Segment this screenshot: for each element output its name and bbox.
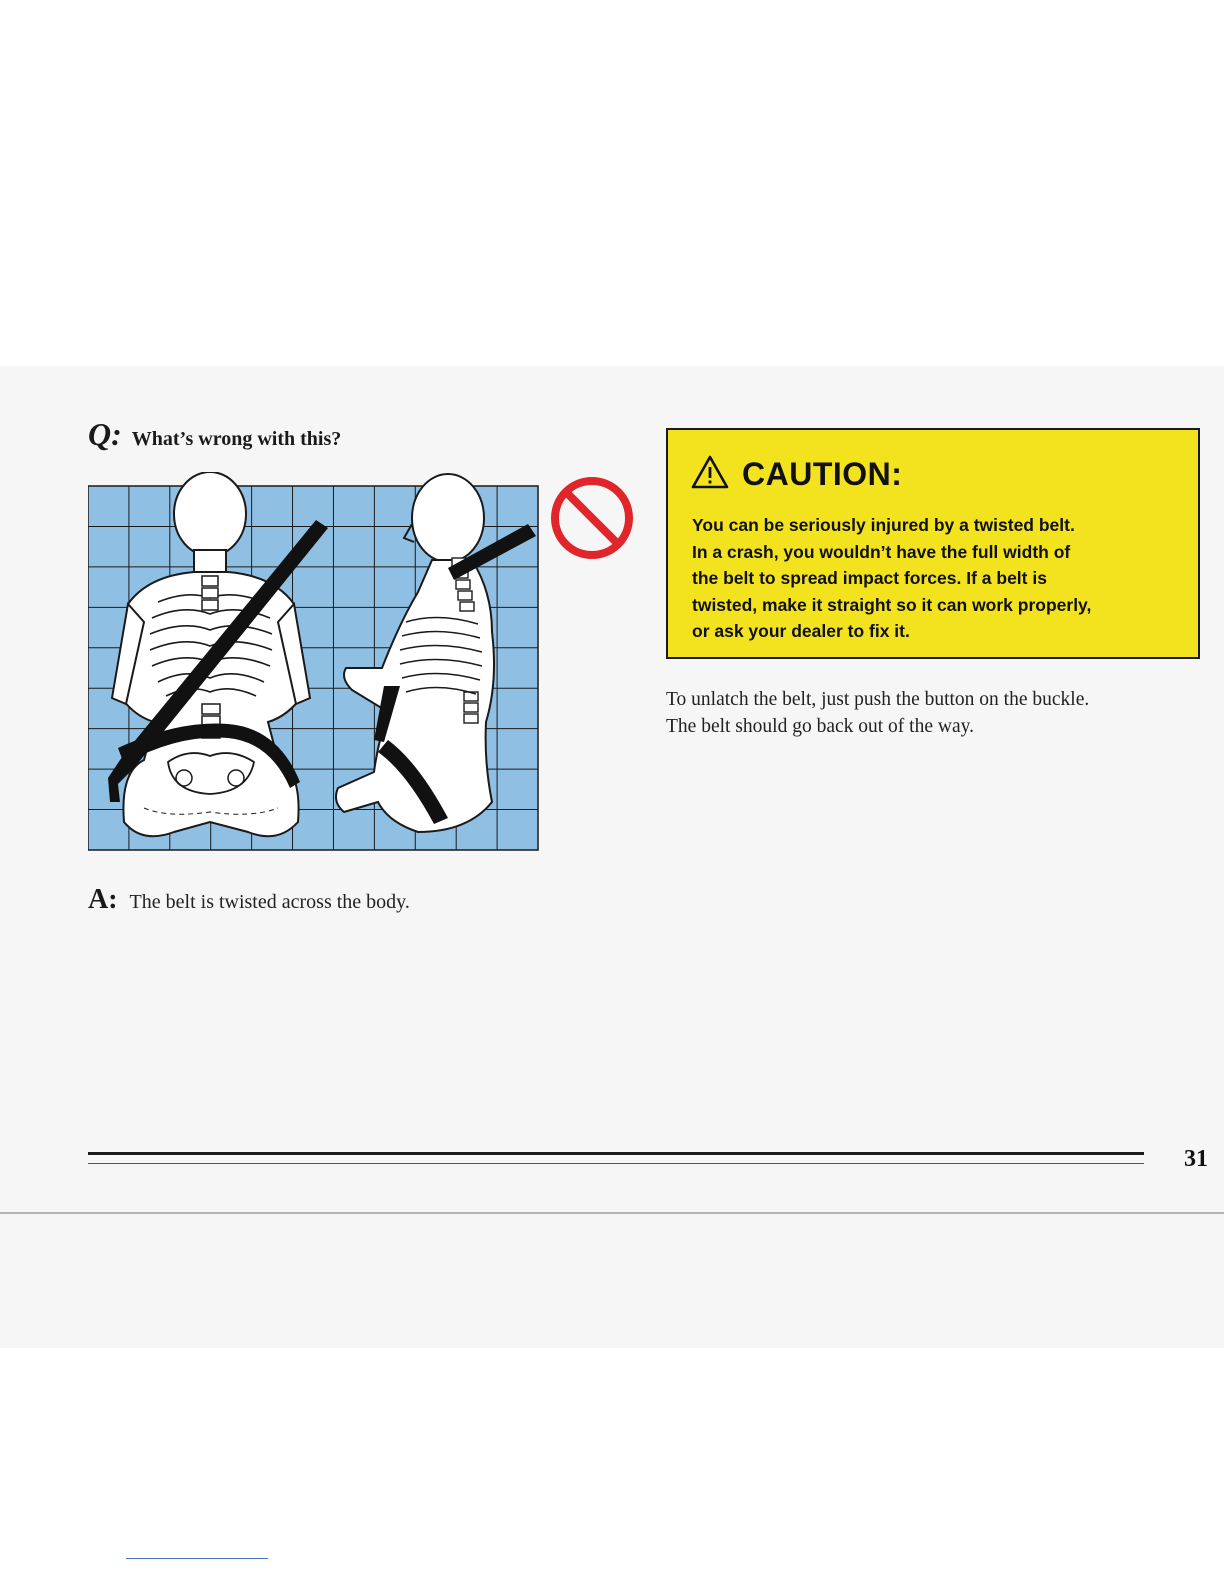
page-edge-line [0,1212,1224,1214]
unlatch-paragraph [666,686,1196,740]
caution-title: CAUTION: [742,456,903,492]
answer-marker: A: [88,884,118,915]
caution-line: twisted, make it straight so it can work properly, [692,594,1092,615]
question-marker: Q: [88,416,122,452]
answer-text: The belt is twisted across the body. [129,891,410,913]
footer-rule-thin [88,1163,1144,1164]
bottom-link-underline [126,1558,268,1559]
caution-box [666,428,1200,659]
twisted-belt-illustration [88,472,636,852]
warning-triangle-icon [690,454,730,495]
unlatch-line: The belt should go back out of the way. [666,716,974,737]
footer-rule [88,1152,1144,1155]
prohibited-sign-icon [555,481,629,555]
caution-header [690,454,902,495]
question-text: What’s wrong with this? [131,428,342,450]
caution-text [692,512,1184,645]
caution-line: or ask your dealer to fix it. [692,621,910,641]
page-number: 31 [1184,1146,1208,1172]
caution-line: the belt to spread impact forces. If a belt is [692,568,1047,588]
answer-line [88,884,410,916]
caution-line: You can be seriously injured by a twisted belt. [692,515,1075,535]
unlatch-line: To unlatch the belt, just push the button on the buckle. [666,689,1090,710]
caution-line: In a crash, you wouldn’t have the full width of [692,541,1071,562]
question-line [88,416,341,453]
